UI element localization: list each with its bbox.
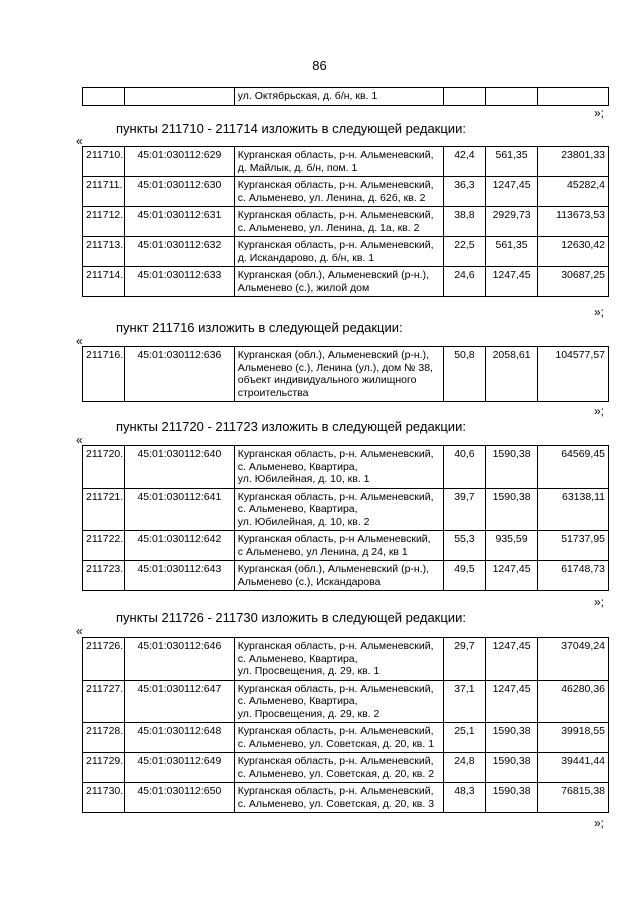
cell-cost: 12630,42: [538, 237, 609, 267]
address-line: с. Альменево, ул. Советская, д. 20, кв. 1: [237, 737, 435, 750]
closing-quote: »;: [594, 106, 605, 120]
cell-area: 25,1: [443, 723, 485, 753]
table-row: [83, 446, 609, 489]
address-line: Курганская (обл.), Альменевский (р-н.),: [237, 349, 430, 361]
section-table: [82, 146, 609, 297]
cell-area: 55,3: [443, 531, 485, 561]
closing-quote: »;: [594, 305, 605, 319]
cell-area: 39,7: [443, 488, 485, 531]
cell-address: [234, 680, 443, 723]
address-line: строительства: [237, 386, 309, 399]
cell-cost: 61748,73: [538, 561, 609, 591]
cell-number: 211729.: [83, 753, 125, 783]
cell-number: 211712.: [83, 207, 125, 237]
cell-cost: 46280,36: [538, 680, 609, 723]
table-row: [83, 267, 609, 297]
cell-cadastral: 45:01:030112:647: [125, 680, 235, 723]
table-row: [83, 723, 609, 753]
cell-area: 49,5: [443, 561, 485, 591]
table-row: [83, 177, 609, 207]
address-line: Курганская область, р-н. Альменевский,: [237, 682, 434, 695]
address-line: Курганская область, р-н. Альменевский,: [237, 490, 434, 503]
section-table: [82, 346, 609, 402]
cell-cadastral: 45:01:030112:649: [125, 753, 235, 783]
cell-address: [234, 446, 443, 489]
cell-area: 50,8: [443, 347, 485, 402]
cell-cost: 76815,38: [538, 783, 609, 813]
cell-cost: 23801,33: [538, 147, 609, 177]
cell-cadastral: 45:01:030112:641: [125, 488, 235, 531]
cell-area: 37,1: [443, 680, 485, 723]
cell-address: [234, 723, 443, 753]
address-line: ул. Юбилейная, д. 10, кв. 2: [237, 515, 370, 528]
cell-cost: 39918,55: [538, 723, 609, 753]
cell-number: 211721.: [83, 488, 125, 531]
section-instruction: пункт 211716 изложить в следующей редакции:: [116, 320, 403, 335]
address-line: д. Искандарово, д. б/н, кв. 1: [237, 251, 375, 264]
cell-price: 1247,45: [485, 267, 537, 297]
closing-quote: »;: [594, 595, 605, 609]
cell-area: 48,3: [443, 783, 485, 813]
cell-area: 40,6: [443, 446, 485, 489]
cell-price: 1247,45: [485, 680, 537, 723]
cell-cost: 51737,95: [538, 531, 609, 561]
cell-price: 2929,73: [485, 207, 537, 237]
cell-cost: 45282,4: [538, 177, 609, 207]
cell-price: 1247,45: [485, 638, 537, 681]
table-row: [83, 488, 609, 531]
cell-price: 2058,61: [485, 347, 537, 402]
cell-cadastral: 45:01:030112:629: [125, 147, 235, 177]
cell-address: [234, 207, 443, 237]
opening-quote: «: [76, 433, 83, 447]
cell-price: 1590,38: [485, 723, 537, 753]
table-row: [83, 680, 609, 723]
cell-number: 211716.: [83, 347, 125, 402]
address-line: Курганская (обл.), Альменевский (р-н.),: [237, 563, 430, 575]
cell-cadastral: 45:01:030112:646: [125, 638, 235, 681]
cell-cadastral: 45:01:030112:648: [125, 723, 235, 753]
cell-address: [234, 347, 443, 402]
cell-cadastral: 45:01:030112:633: [125, 267, 235, 297]
closing-quote: »;: [594, 404, 605, 418]
table-row: [83, 237, 609, 267]
cell-number: 211722.: [83, 531, 125, 561]
section-instruction: пункты 211710 - 211714 изложить в следующей редакции:: [116, 121, 466, 136]
cell-number: 211711.: [83, 177, 125, 207]
table-row: [83, 638, 609, 681]
cell-cost: 37049,24: [538, 638, 609, 681]
cell-cadastral: 45:01:030112:640: [125, 446, 235, 489]
address-line: Курганская область, р-н. Альменевский,: [237, 239, 434, 251]
cell-price: 935,59: [485, 531, 537, 561]
cell-address: [234, 488, 443, 531]
cell-cadastral: 45:01:030112:631: [125, 207, 235, 237]
cell-cost: 104577,57: [538, 347, 609, 402]
cell-cadastral: 45:01:030112:642: [125, 531, 235, 561]
cell-price: 1590,38: [485, 783, 537, 813]
cell-price: 1247,45: [485, 177, 537, 207]
address-line: Курганская область, р-н. Альменевский,: [237, 209, 434, 221]
cell-cadastral: 45:01:030112:650: [125, 783, 235, 813]
cell-number: 211713.: [83, 237, 125, 267]
closing-quote: »;: [594, 816, 605, 830]
opening-quote: «: [76, 624, 83, 638]
table-row: [83, 783, 609, 813]
address-line: Курганская область, р-н. Альменевский,: [237, 640, 434, 652]
cell-address: [234, 147, 443, 177]
address-line: Курганская область, р-н. Альменевский,: [237, 755, 434, 767]
cell-price: 1590,38: [485, 446, 537, 489]
address-line: Курганская область, р-н. Альменевский,: [237, 448, 434, 460]
cell-cost: 39441,44: [538, 753, 609, 783]
address-line: Курганская область, р-н. Альменевский,: [237, 785, 434, 797]
cell-number: 211720.: [83, 446, 125, 489]
cell-number: [83, 88, 125, 106]
section-instruction: пункты 211720 - 211723 изложить в следующей редакции:: [116, 419, 466, 434]
address-line: Курганская (обл.), Альменевский (р-н.),: [237, 269, 430, 281]
cell-address: [234, 267, 443, 297]
table-row: [83, 347, 609, 402]
address-line: с. Альменево, ул. Ленина, д. 1а, кв. 2: [237, 221, 420, 234]
section-table: [82, 637, 609, 813]
cell-number: 211728.: [83, 723, 125, 753]
opening-quote: «: [76, 134, 83, 148]
cell-cadastral: [125, 88, 235, 106]
cell-area: 42,4: [443, 147, 485, 177]
address-line: с. Альменево, Квартира,: [237, 460, 358, 473]
table-row: [83, 207, 609, 237]
cell-area: 38,8: [443, 207, 485, 237]
table-row: [83, 753, 609, 783]
cell-cadastral: 45:01:030112:636: [125, 347, 235, 402]
cell-area: 24,8: [443, 753, 485, 783]
cell-area: 36,3: [443, 177, 485, 207]
address-line: Курганская область, р-н. Альменевский,: [237, 149, 434, 161]
cell-cadastral: 45:01:030112:630: [125, 177, 235, 207]
page-number: 86: [312, 58, 327, 73]
cell-cadastral: 45:01:030112:643: [125, 561, 235, 591]
address-line: с. Альменево, Квартира,: [237, 695, 358, 707]
cell-address: [234, 177, 443, 207]
address-line: с. Альменево, Квартира,: [237, 652, 358, 665]
cell-price: 1590,38: [485, 488, 537, 531]
cell-number: 211710.: [83, 147, 125, 177]
cell-number: 211714.: [83, 267, 125, 297]
cell-address: [234, 753, 443, 783]
address-line: с. Альменево, ул. Ленина, д. 62б, кв. 2: [237, 191, 426, 204]
table-row: [83, 88, 609, 106]
address-line: Альменево (с.), Ленина (ул.), дом № 38,: [237, 361, 433, 374]
address-line: Курганская область, р-н. Альменевский,: [237, 725, 434, 737]
cell-cost: 113673,53: [538, 207, 609, 237]
cell-price: 561,35: [485, 147, 537, 177]
address-line: с. Альменево, ул. Советская, д. 20, кв. 2: [237, 767, 435, 780]
address-line: ул. Юбилейная, д. 10, кв. 1: [237, 473, 370, 485]
cell-number: 211723.: [83, 561, 125, 591]
cell-price: 1247,45: [485, 561, 537, 591]
top-continuation-table: [82, 87, 609, 106]
cell-area: 29,7: [443, 638, 485, 681]
cell-price: 1590,38: [485, 753, 537, 783]
section-table: [82, 445, 609, 591]
address-line: д. Майлык, д. б/н, пом. 1: [237, 161, 358, 174]
address-line: ул. Просвещения, д. 29, кв. 1: [237, 665, 380, 677]
cell-cost: 64569,45: [538, 446, 609, 489]
table-row: [83, 561, 609, 591]
address-line: ул. Просвещения, д. 29, кв. 2: [237, 707, 380, 720]
address-line: с. Альменево, Квартира,: [237, 503, 358, 515]
address-line: Курганская область, р-н. Альменевский,: [237, 179, 434, 191]
cell-cost: 63138,11: [538, 488, 609, 531]
address-line: Альменево (с.), жилой дом: [237, 281, 370, 294]
address-line: Альменево (с.), Искандарова: [237, 575, 381, 588]
cell-price: 561,35: [485, 237, 537, 267]
opening-quote: «: [76, 334, 83, 348]
cell-area: 24,6: [443, 267, 485, 297]
cell-address: ул. Октябрьская, д. б/н, кв. 1: [234, 88, 443, 106]
cell-number: 211730.: [83, 783, 125, 813]
section-instruction: пункты 211726 - 211730 изложить в следующей редакции:: [116, 610, 466, 625]
cell-cost: [538, 88, 609, 106]
cell-address: [234, 237, 443, 267]
address-line: с Альменево, ул Ленина, д 24, кв 1: [237, 545, 408, 558]
address-line: с. Альменево, ул. Советская, д. 20, кв. 3: [237, 797, 435, 810]
cell-address: [234, 531, 443, 561]
cell-number: 211726.: [83, 638, 125, 681]
cell-address: [234, 638, 443, 681]
table-row: [83, 531, 609, 561]
cell-area: 22,5: [443, 237, 485, 267]
cell-cost: 30687,25: [538, 267, 609, 297]
cell-area: [443, 88, 485, 106]
cell-price: [485, 88, 537, 106]
table-row: [83, 147, 609, 177]
cell-address: [234, 783, 443, 813]
address-line: Курганская область, р-н Альменевский,: [237, 533, 431, 545]
address-line: объект индивидуального жилищного: [237, 374, 417, 386]
cell-number: 211727.: [83, 680, 125, 723]
cell-cadastral: 45:01:030112:632: [125, 237, 235, 267]
cell-address: [234, 561, 443, 591]
